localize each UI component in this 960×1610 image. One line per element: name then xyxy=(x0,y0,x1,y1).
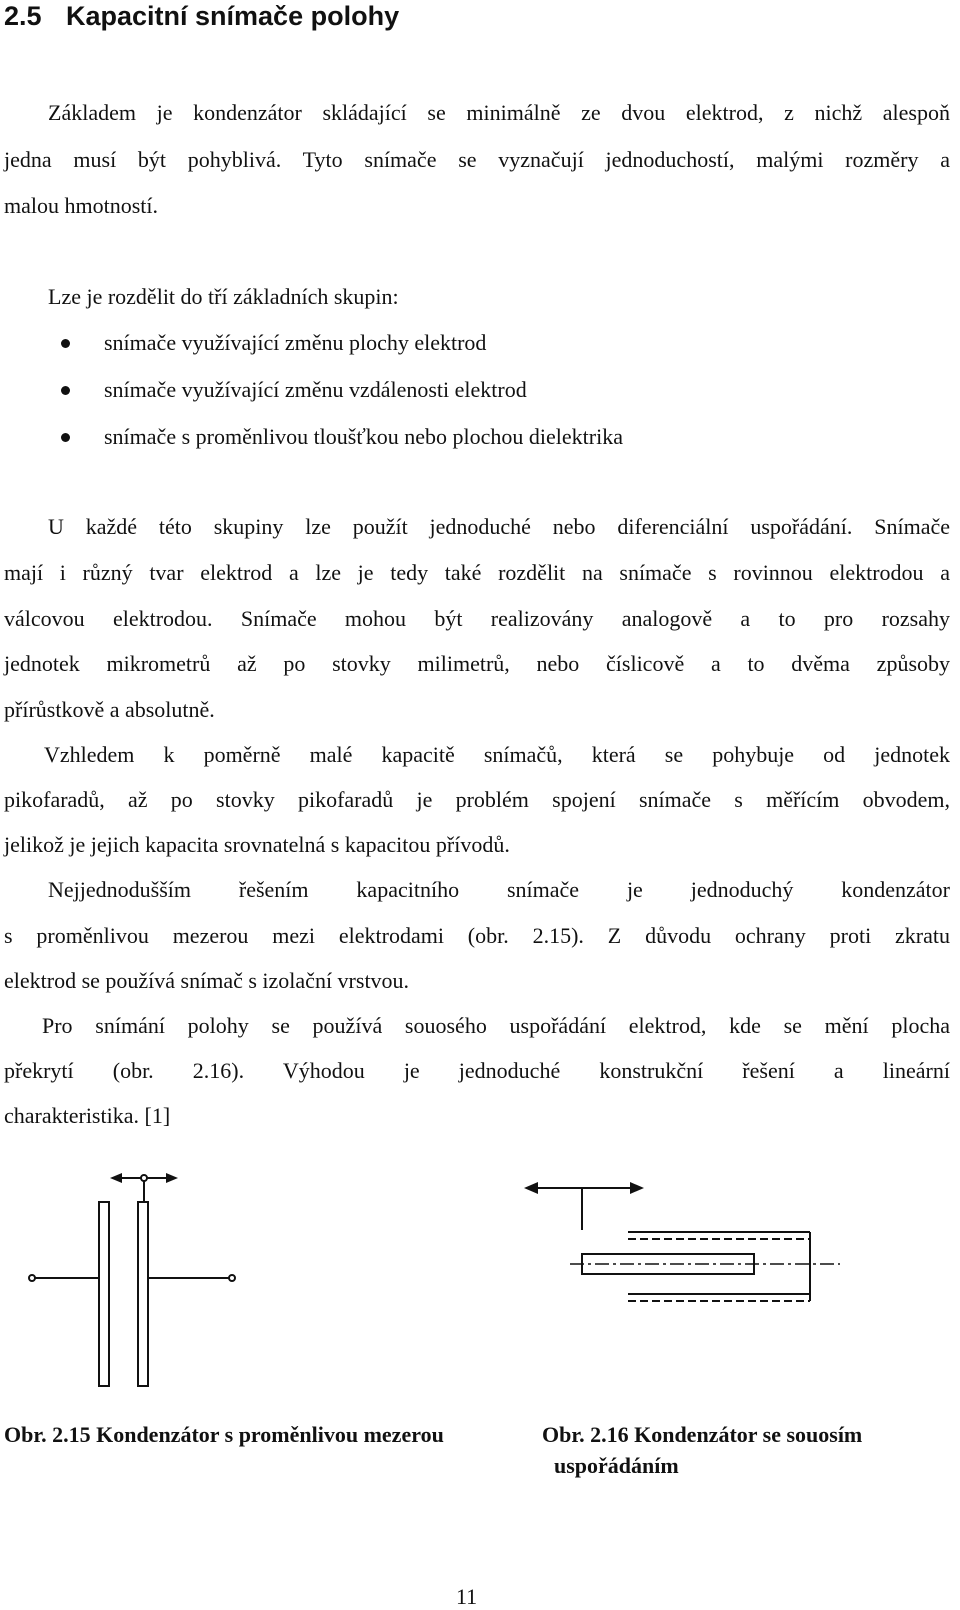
paragraph-2-line-5: přírůstkově a absolutně. xyxy=(4,697,215,722)
paragraph-2-line-1: U každé této skupiny lze použít jednoduché nebo diferenciální uspořádání. Snímače xyxy=(48,514,950,539)
paragraph-2-line-3: válcovou elektrodou. Snímače mohou být realizovány analogově a to pro rozsahy xyxy=(4,606,950,631)
list-item-text: snímače s proměnlivou tloušťkou nebo plochou dielektrika xyxy=(104,424,623,449)
figure-2-15-caption: Obr. 2.15 Kondenzátor s proměnlivou mezerou xyxy=(4,1422,444,1447)
right-terminal xyxy=(229,1275,235,1281)
paragraph-4-line-2: s proměnlivou mezerou mezi elektrodami (obr. 2.15). Z důvodu ochrany proti zkratu xyxy=(4,923,950,948)
paragraph-1-line-1: Základem je kondenzátor skládající se minimálně ze dvou elektrod, z nichž alespoň xyxy=(48,100,950,125)
arrow-right-head xyxy=(166,1173,178,1183)
paragraph-5-line-2: překrytí (obr. 2.16). Výhodou je jednoduché konstrukční řešení a lineární xyxy=(4,1058,950,1083)
arrow-right-head xyxy=(630,1182,644,1194)
figure-2-16-caption-line-1: Obr. 2.16 Kondenzátor se souosím xyxy=(542,1422,863,1447)
paragraph-4-line-1: Nejjednodušším řešením kapacitního snímače je jednoduchý kondenzátor xyxy=(48,877,950,902)
paragraph-3-line-3: jelikož je jejich kapacita srovnatelná s kapacitou přívodů. xyxy=(4,832,510,857)
section-heading xyxy=(4,0,399,32)
section-number: 2.5 xyxy=(4,1,42,31)
groups-intro: Lze je rozdělit do tří základních skupin: xyxy=(48,284,399,309)
arrow-left-head xyxy=(524,1182,538,1194)
arrow-pivot xyxy=(141,1175,147,1181)
section-title: Kapacitní snímače polohy xyxy=(66,1,400,31)
bullet-icon xyxy=(61,433,70,442)
paragraph-1-line-3: malou hmotností. xyxy=(4,193,158,218)
arrow-left-head xyxy=(110,1173,122,1183)
paragraph-2-line-4: jednotek mikrometrů až po stovky milimetrů, nebo číslicově a to dvěma způsoby xyxy=(4,651,950,676)
fixed-plate xyxy=(99,1202,109,1386)
paragraph-2-line-2: mají i různý tvar elektrod a lze je tedy také rozdělit na snímače s rovinnou elektrodou a xyxy=(4,560,950,585)
figure-variable-gap-capacitor xyxy=(20,1160,270,1400)
list-item-text: snímače využívající změnu vzdálenosti elektrod xyxy=(104,377,527,402)
bullet-icon xyxy=(61,386,70,395)
paragraph-5-line-3: charakteristika. [1] xyxy=(4,1103,171,1128)
moving-plate xyxy=(138,1202,148,1386)
figure-2-16-caption-line-2: uspořádáním xyxy=(554,1453,679,1478)
figure-coaxial-capacitor xyxy=(510,1160,930,1320)
paragraph-3-line-2: pikofaradů, až po stovky pikofaradů je problém spojení snímače s měřícím obvodem, xyxy=(4,787,950,812)
page-number: 11 xyxy=(456,1584,478,1609)
paragraph-4-line-3: elektrod se používá snímač s izolační vrstvou. xyxy=(4,968,410,993)
paragraph-5-line-1: Pro snímání polohy se používá souosého uspořádání elektrod, kde se mění plocha xyxy=(42,1013,950,1038)
bullet-icon xyxy=(61,339,70,348)
paragraph-3-line-1: Vzhledem k poměrně malé kapacitě snímačů, která se pohybuje od jednotek xyxy=(44,742,950,767)
left-terminal xyxy=(29,1275,35,1281)
paragraph-1-line-2: jedna musí být pohyblivá. Tyto snímače se vyznačují jednoduchostí, malými rozměry a xyxy=(4,147,950,172)
list-item-text: snímače využívající změnu plochy elektrod xyxy=(104,330,487,355)
